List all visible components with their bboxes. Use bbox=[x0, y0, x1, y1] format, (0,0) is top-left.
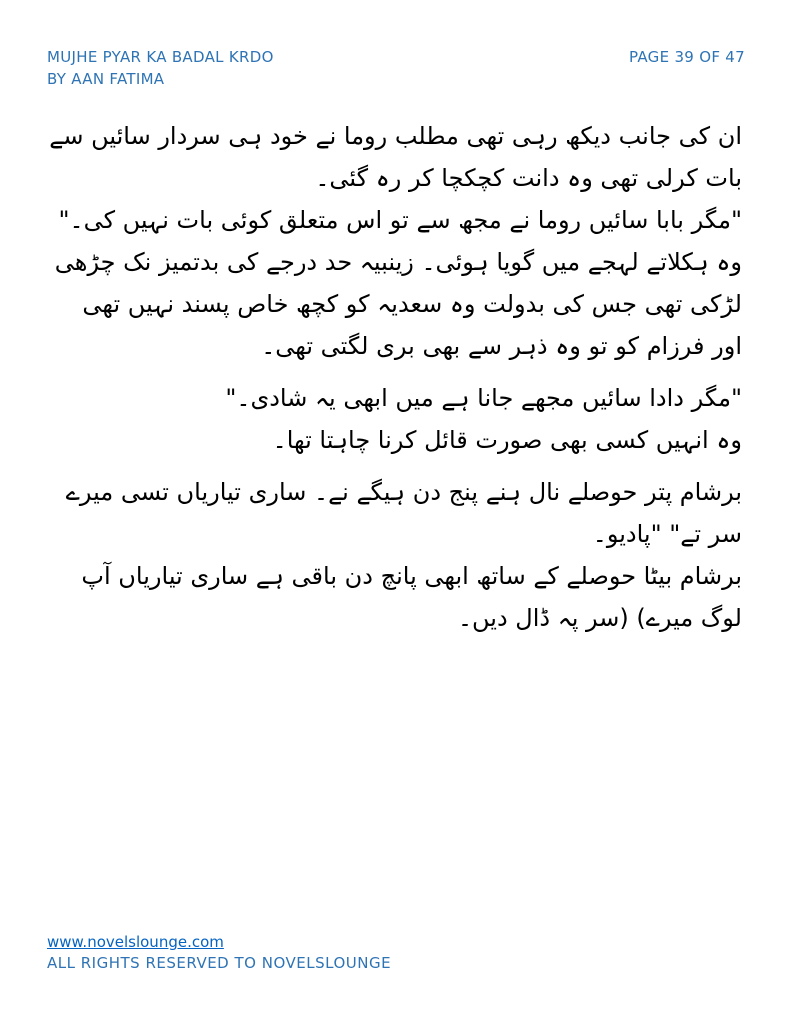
author-line: BY AAN FATIMA bbox=[47, 70, 165, 88]
page-number: PAGE 39 OF 47 bbox=[629, 48, 745, 66]
paragraph: برشام پتر حوصلے نال ہنے پنج دن ہیگے نے۔ ساری تیاریاں تسی میرے سر تے" "پادیو۔ bbox=[65, 478, 742, 548]
paragraph: وہ ہکلاتے لہجے میں گویا ہوئی۔ زینبیہ حد درجے کی بدتمیز نک چڑھی لڑکی تھی جس کی بدولت وہ سعدیہ کو کچھ خاص پسند نہیں تھی اور فرزام کو تو وہ ذہر سے بھی بری لگتی تھی۔ bbox=[54, 248, 742, 360]
novel-title: MUJHE PYAR KA BADAL KRDO bbox=[47, 48, 274, 66]
page-footer bbox=[47, 932, 391, 974]
paragraph: برشام بیٹا حوصلے کے ساتھ ابھی پانچ دن باقی ہے ساری تیاریاں آپ لوگ میرے) (سر پہ ڈال دیں۔ bbox=[81, 562, 742, 632]
story-body bbox=[45, 115, 742, 639]
paragraph: "مگر بابا سائیں روما نے مجھ سے تو اس متعلق کوئی بات نہیں کی۔" bbox=[58, 206, 742, 234]
paragraph: وہ انہیں کسی بھی صورت قائل کرنا چاہتا تھا۔ bbox=[272, 426, 742, 454]
page-header bbox=[47, 46, 745, 96]
rights-notice: ALL RIGHTS RESERVED TO NOVELSLOUNGE bbox=[47, 954, 392, 972]
paragraph: ان کی جانب دیکھ رہی تھی مطلب روما نے خود ہی سردار سائیں سے بات کرلی تھی وہ دانت کچکچا کر رہ گئی۔ bbox=[49, 122, 742, 192]
paragraph: "مگر دادا سائیں مجھے جانا ہے میں ابھی یہ شادی۔" bbox=[225, 384, 742, 412]
header-left bbox=[47, 46, 274, 90]
website-link[interactable]: www.novelslounge.com bbox=[47, 933, 224, 951]
